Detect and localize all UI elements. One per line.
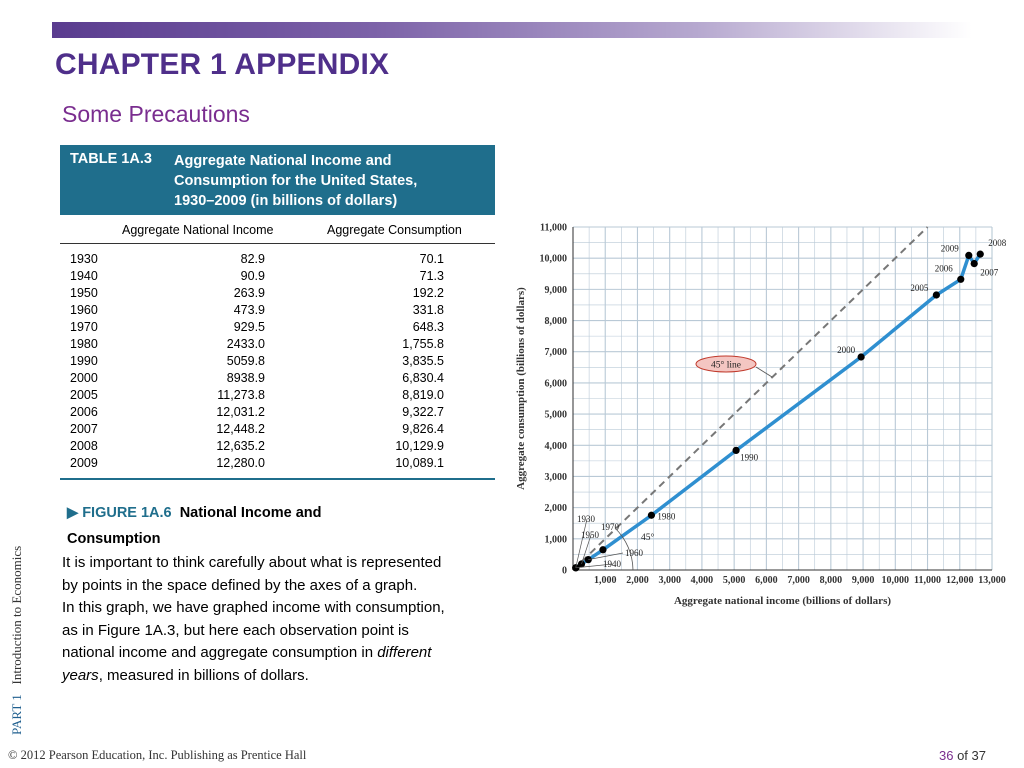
data-point — [933, 291, 940, 298]
table-row — [60, 302, 495, 319]
cell-income: 90.9 — [240, 269, 265, 283]
cell-income: 12,031.2 — [216, 405, 265, 419]
cell-year: 1980 — [70, 337, 98, 351]
series-path — [576, 254, 981, 568]
table-title-line: Aggregate National Income and — [174, 153, 392, 169]
table-row — [60, 268, 495, 285]
x-tick-label: 5,000 — [722, 575, 746, 586]
x-tick-label: 8,000 — [819, 575, 843, 586]
x-tick-label: 6,000 — [755, 575, 778, 586]
x-tick-label: 7,000 — [787, 575, 810, 586]
cell-consumption: 9,826.4 — [402, 422, 444, 436]
data-label: 1960 — [625, 548, 643, 558]
income-consumption-chart — [510, 212, 1010, 612]
series-line — [576, 254, 981, 568]
data-label: 2000 — [837, 345, 856, 356]
cell-consumption: 192.2 — [412, 286, 444, 300]
data-label: 2008 — [988, 238, 1007, 249]
paragraph-text: , measured in billions of dollars. — [98, 666, 309, 684]
table-row — [60, 421, 495, 438]
page-total: of 37 — [957, 748, 986, 763]
cell-income: 12,448.2 — [216, 422, 265, 436]
cell-consumption: 3,835.5 — [402, 354, 444, 368]
table-row — [60, 438, 495, 455]
y-tick-label: 5,000 — [544, 409, 567, 421]
y-tick-label: 8,000 — [544, 316, 567, 328]
table-row — [60, 319, 495, 336]
data-label: 2006 — [934, 263, 953, 274]
column-header-income: Aggregate National Income — [122, 223, 274, 237]
cell-consumption: 71.3 — [419, 269, 444, 283]
column-header-consumption: Aggregate Consumption — [327, 223, 462, 237]
table-row — [60, 404, 495, 421]
figure-label: FIGURE 1A.6 — [82, 505, 172, 521]
data-point — [599, 546, 606, 553]
table-title-line: 1930–2009 (in billions of dollars) — [174, 193, 398, 209]
table-header — [60, 145, 495, 215]
data-point — [965, 252, 972, 259]
table-row — [60, 336, 495, 353]
title-accent-bar — [52, 22, 972, 38]
y-tick-label: 2,000 — [544, 503, 567, 515]
part-subject: Introduction to Economics — [9, 545, 24, 685]
cell-year: 1960 — [70, 303, 98, 317]
paragraph-text: In this graph, we have graphed income with consumption, as in Figure 1A.3, but here each observation point is national income and aggregate consumption in — [62, 599, 445, 661]
figure-description — [62, 552, 457, 687]
description-paragraph-1: It is important to think carefully about what is represented by points in the space defined by the axes of a graph. — [62, 554, 442, 594]
cell-consumption: 9,322.7 — [402, 405, 444, 419]
chart-grid — [573, 227, 992, 570]
y-tick-label: 4,000 — [544, 440, 567, 452]
data-label: 1970 — [600, 521, 619, 532]
table-row — [60, 353, 495, 370]
y-tick-label: 11,000 — [540, 222, 567, 234]
data-label: 1950 — [581, 530, 599, 540]
data-label: 1990 — [740, 452, 759, 463]
page-current: 36 — [938, 748, 954, 763]
data-point — [648, 512, 655, 519]
cell-income: 929.5 — [233, 320, 265, 334]
axis-labels — [515, 284, 892, 607]
x-tick-label: 12,000 — [946, 575, 974, 586]
cell-consumption: 6,830.4 — [402, 371, 444, 385]
chapter-title: CHAPTER 1 APPENDIX — [55, 48, 390, 81]
callout-label: 45° line — [711, 360, 741, 371]
data-label: 2005 — [910, 283, 929, 294]
page-number — [939, 748, 986, 763]
triangle-icon: ▶ — [67, 505, 79, 521]
table-header-divider — [60, 243, 495, 244]
paragraph-emphasis: different years — [62, 644, 432, 684]
x-tick-label: 10,000 — [881, 575, 910, 586]
x-tick-label: 2,000 — [626, 575, 649, 586]
y-axis-label: Aggregate consumption (billions of dollars) — [515, 287, 527, 490]
data-point — [732, 447, 739, 454]
cell-consumption: 10,089.1 — [395, 456, 444, 470]
cell-income: 473.9 — [233, 303, 265, 317]
description-paragraph-2 — [62, 597, 457, 687]
cell-year: 1970 — [70, 320, 98, 334]
data-label: 2007 — [980, 267, 999, 278]
table-row — [60, 285, 495, 302]
cell-income: 12,280.0 — [216, 456, 265, 470]
data-label: 2009 — [940, 243, 959, 254]
table-title — [174, 151, 474, 211]
table-bottom-divider — [60, 478, 495, 480]
cell-income: 263.9 — [233, 286, 265, 300]
section-title: Some Precautions — [62, 101, 250, 127]
figure-title: National Income and Consumption — [67, 505, 322, 547]
table-body — [60, 251, 495, 472]
cell-year: 1940 — [70, 269, 98, 283]
table-row — [60, 455, 495, 472]
table-title-line: Consumption for the United States, — [174, 173, 418, 189]
data-point — [971, 260, 978, 267]
x-tick-label: 1,000 — [593, 575, 617, 586]
cell-year: 1990 — [70, 354, 98, 368]
data-label: 1980 — [657, 511, 676, 522]
y-tick-label: 0 — [562, 565, 567, 577]
cell-year: 2007 — [70, 422, 98, 436]
vertical-part-label — [9, 546, 25, 735]
x-tick-label: 9,000 — [851, 575, 875, 586]
data-point — [977, 251, 984, 258]
part-number: PART 1 — [9, 694, 24, 735]
copyright-footer: © 2012 Pearson Education, Inc. Publishing as Prentice Hall — [8, 748, 307, 762]
x-tick-label: 11,000 — [914, 575, 942, 586]
angle-label: 45° — [641, 533, 655, 543]
cell-income: 2433.0 — [226, 337, 265, 351]
cell-income: 82.9 — [240, 252, 265, 266]
y-tick-label: 9,000 — [544, 284, 567, 296]
figure-caption — [67, 500, 397, 552]
cell-consumption: 648.3 — [412, 320, 444, 334]
cell-year: 2000 — [70, 371, 98, 385]
cell-year: 2006 — [70, 405, 98, 419]
callout-leader — [756, 367, 772, 377]
data-point — [957, 276, 964, 283]
table-row — [60, 387, 495, 404]
y-tick-label: 6,000 — [544, 378, 567, 390]
data-label: 1940 — [603, 559, 621, 569]
cell-income: 11,273.8 — [217, 388, 265, 402]
cell-income: 12,635.2 — [216, 439, 265, 453]
data-point — [858, 353, 865, 360]
x-axis-label: Aggregate national income (billions of dollars) — [673, 595, 892, 607]
y-tick-label: 1,000 — [544, 534, 567, 546]
cell-income: 5059.8 — [226, 354, 265, 368]
cell-consumption: 8,819.0 — [402, 388, 444, 402]
table-label: TABLE 1A.3 — [70, 151, 152, 167]
y-tick-label: 7,000 — [544, 347, 567, 359]
x-tick-label: 3,000 — [658, 575, 681, 586]
cell-consumption: 70.1 — [419, 252, 444, 266]
cell-year: 2005 — [70, 388, 98, 402]
cell-consumption: 10,129.9 — [395, 439, 444, 453]
y-tick-label: 10,000 — [539, 253, 567, 265]
cell-consumption: 1,755.8 — [402, 337, 444, 351]
cell-income: 8938.9 — [226, 371, 265, 385]
cell-consumption: 331.8 — [412, 303, 444, 317]
table-row — [60, 370, 495, 387]
data-label: 1930 — [577, 514, 595, 524]
x-tick-label: 4,000 — [690, 575, 714, 586]
cell-year: 1930 — [70, 252, 98, 266]
table-row — [60, 251, 495, 268]
cell-year: 2009 — [70, 456, 98, 470]
cell-year: 2008 — [70, 439, 98, 453]
x-tick-label: 13,000 — [978, 575, 1006, 586]
y-tick-label: 3,000 — [544, 471, 567, 483]
annotations — [615, 356, 772, 570]
cell-year: 1950 — [70, 286, 98, 300]
